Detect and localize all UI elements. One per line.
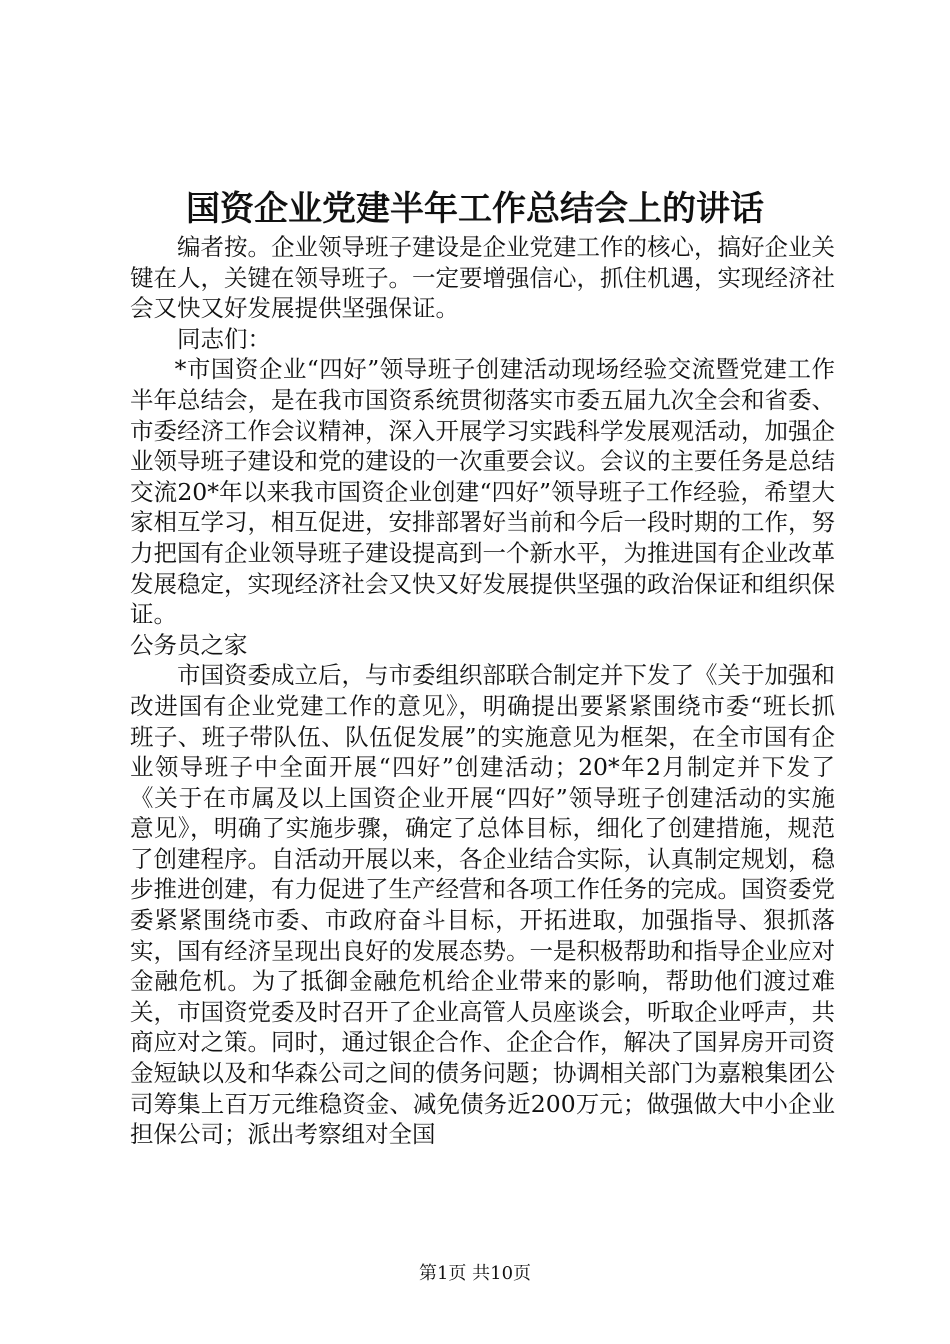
document-title: 国资企业党建半年工作总结会上的讲话 <box>186 189 764 229</box>
body-paragraph: *市国资企业“四好”领导班子创建活动现场经验交流暨党建工作半年总结会，是在我市国资系统贯彻落实市委五届九次全会和省委、市委经济工作会议精神，深入开展学习实践科学发展观活动，加强企业领导班子建设和党的建设的一次重要会议。会议的主要任务是总结交流20*年以来我市国资企业创建“四好”领导班子工作经验，希望大家相互学习，相互促进，安排部署好当前和今后一段时期的工作，努力把国有企业领导班子建设提高到一个新水平，为推进国有企业改革发展稳定，实现经济社会又快又好发展提供坚强的政治保证和组织保证。 <box>130 355 835 629</box>
salutation: 同志们： <box>177 324 271 353</box>
document-body <box>130 232 835 1150</box>
page-number: 第1页 共10页 <box>418 1263 532 1284</box>
source-note: 公务员之家 <box>130 630 248 659</box>
editor-note-paragraph: 编者按。企业领导班子建设是企业党建工作的核心，搞好企业关键在人，关键在领导班子。一定要增强信心，抓住机遇，实现经济社会又快又好发展提供坚强保证。 <box>130 233 835 323</box>
body-paragraph: 市国资委成立后，与市委组织部联合制定并下发了《关于加强和改进国有企业党建工作的意见》，明确提出要紧紧围绕市委“班长抓班子、班子带队伍、队伍促发展”的实施意见为框架，在全市国有企业领导班子中全面开展“四好”创建活动；20*年2月制定并下发了《关于在市属及以上国资企业开展“四好”领导班子创建活动的实施意见》，明确了实施步骤，确定了总体目标，细化了创建措施，规范了创建程序。自活动开展以来，各企业结合实际，认真制定规划，稳步推进创建，有力促进了生产经营和各项工作任务的完成。国资委党委紧紧围绕市委、市政府奋斗目标，开拓进取，加强指导、狠抓落实，国有经济呈现出良好的发展态势。一是积极帮助和指导企业应对金融危机。为了抵御金融危机给企业带来的影响，帮助他们渡过难关，市国资党委及时召开了企业高管人员座谈会，听取企业呼声，共商应对之策。同时，通过银企合作、企企合作，解决了国昇房开司资金短缺以及和华森公司之间的债务问题；协调相关部门为嘉粮集团公司筹集上百万元维稳资金、减免债务近200万元；做强做大中小企业担保公司；派出考察组对全国 <box>130 661 835 1149</box>
